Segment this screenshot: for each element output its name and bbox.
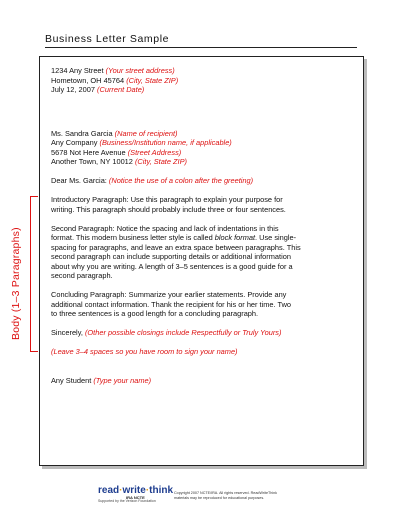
- copyright-line: materials may be reproduced for educational purposes.: [174, 495, 265, 500]
- spacer: [51, 186, 351, 196]
- paragraph-line: to three sentences is a good length for a concluding paragraph.: [51, 309, 259, 318]
- copyright-notice: [174, 491, 324, 500]
- title-rule: [45, 47, 357, 48]
- letter-date: [51, 85, 351, 95]
- recipient-company: [51, 138, 351, 148]
- paragraph-line: Introductory Paragraph: Use this paragraph to explain your purpose for: [51, 195, 283, 204]
- recipient-block: [51, 129, 351, 167]
- paragraph-line: Second Paragraph: Notice the spacing and lack of indentations in this: [51, 223, 279, 233]
- sender-city-note: (City, State ZIP): [126, 75, 179, 85]
- spacer: [51, 357, 351, 367]
- recipient-company-note: (Business/Institution name, if applicable): [99, 138, 232, 147]
- recipient-street-text: 5678 Not Here Avenue: [51, 147, 128, 157]
- spacer: [51, 95, 351, 129]
- logo-dot: ·: [145, 485, 150, 496]
- paragraph-line: second paragraph can include supporting details or additional information: [51, 252, 291, 261]
- recipient-street: [51, 148, 351, 158]
- letter-content: [51, 66, 351, 385]
- logo-write: write: [122, 485, 146, 496]
- paragraph-line: [51, 233, 351, 243]
- signature-space-note: (Leave 3–4 spaces so you have room to sign your name): [51, 347, 238, 356]
- page-title: Business Letter Sample: [45, 33, 170, 45]
- body-bracket-line: [30, 196, 31, 351]
- sender-street: [51, 66, 351, 76]
- greeting-note: (Notice the use of a colon after the greeting): [108, 176, 254, 185]
- signer-text: Any Student: [51, 375, 94, 385]
- sender-street-text: 1234 Any Street: [51, 66, 106, 75]
- paragraph-line: writing. This paragraph should probably include three or four sentences.: [51, 204, 286, 214]
- recipient-street-note: (Street Address): [127, 147, 182, 157]
- logo-read: read: [98, 485, 120, 496]
- paragraph-second: [51, 224, 351, 281]
- body-bracket-top: [30, 196, 38, 197]
- recipient-name: [51, 129, 351, 139]
- paragraph-line: second paragraph.: [51, 271, 113, 280]
- footer: [98, 485, 328, 509]
- sender-block: [51, 66, 351, 95]
- block-format-term: block format: [214, 233, 256, 242]
- spacer: [51, 167, 351, 177]
- recipient-name-text: Ms. Sandra Garcia: [51, 128, 115, 138]
- paragraph-line: spacing for paragraphs, and leave an extra space between paragraphs. This: [51, 242, 301, 252]
- sponsor-text: Supported by the Verizon Foundation: [98, 499, 156, 503]
- recipient-city: [51, 157, 351, 167]
- spacer: [51, 319, 351, 329]
- recipient-city-text: Another Town, NY 10012: [51, 157, 135, 166]
- greeting: [51, 176, 351, 186]
- spacer: [51, 214, 351, 224]
- paragraph-intro: [51, 195, 351, 214]
- signer-note: (Type your name): [93, 375, 152, 385]
- paragraph-line: additional contact information. Thank the recipient for his or her time. Two: [51, 299, 292, 309]
- logo-think: think: [149, 485, 174, 496]
- sender-city: [51, 76, 351, 86]
- logo-dot: ·: [119, 485, 123, 496]
- paragraph-line: about why you are writing. A length of 3–5 sentences is a good guide for a: [51, 261, 293, 271]
- paragraph-line: Concluding Paragraph: Summarize your earlier statements. Provide any: [51, 290, 287, 299]
- paragraph-text: format. This modern business letter style is called: [51, 233, 215, 242]
- closing-note: (Other possible closings include Respectfully or Truly Yours): [84, 328, 282, 337]
- spacer: [51, 281, 351, 291]
- body-bracket-bottom: [30, 351, 38, 352]
- signer: [51, 376, 351, 386]
- recipient-city-note: (City, State ZIP): [134, 157, 187, 166]
- paragraph-conclusion: [51, 290, 351, 319]
- spacer: [51, 338, 351, 348]
- sender-city-text: Hometown, OH 45764: [51, 75, 127, 85]
- body-section-label: Body (1–3 Paragraphs): [10, 227, 22, 340]
- closing-text: Sincerely,: [51, 328, 85, 337]
- greeting-text: Dear Ms. Garcia:: [51, 176, 109, 185]
- closing: [51, 328, 351, 338]
- sender-street-note: (Your street address): [105, 66, 175, 75]
- recipient-company-text: Any Company: [51, 138, 100, 147]
- paragraph-text: . Use single-: [255, 233, 297, 242]
- copyright-line: Copyright 2007 NCTE/IRA. All rights reserved. ReadWriteThink: [174, 491, 278, 495]
- partner-logos: IRA NCTE: [126, 495, 145, 500]
- letter-date-text: July 12, 2007: [51, 85, 98, 94]
- letter-date-note: (Current Date): [97, 85, 145, 94]
- recipient-name-note: (Name of recipient): [114, 128, 178, 138]
- spacer: [51, 366, 351, 376]
